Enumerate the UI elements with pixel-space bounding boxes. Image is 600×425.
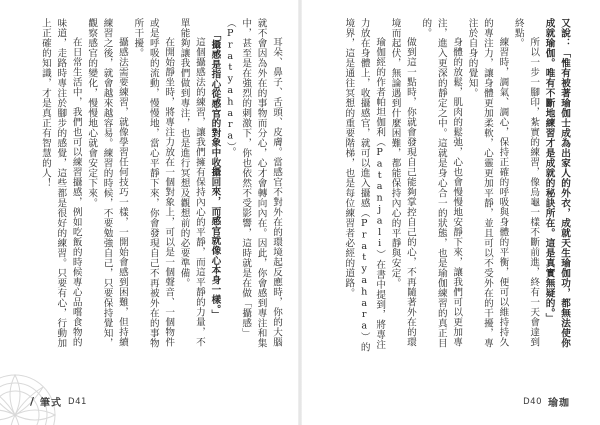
page-number-left: D41 (68, 396, 87, 407)
left-page-text (30, 18, 284, 356)
paragraph: 「攝感是指心從感官的對象中收攝回來，而感官就像心本身一樣。」 (209, 29, 221, 319)
paragraph: 耳朵、鼻子、舌頭、皮膚。當感官不對外在的環境起反應時，你的大腦就不會因為外在的事物而分心，心才會轉向內在。因此，你會感到專注和集中，甚至是在強烈的刺激下，你也依然不受影響，這時就是在做「攝感」（Pratyahara）。 (224, 18, 282, 348)
right-footer (523, 394, 570, 409)
paragraph: 在開始靜坐時，將專注力放在一個對象上，可以是一個聲音、一個物件或是呼吸的流動，慢慢地，當心平靜下來，你會發現自己不再被外在的事物所干擾。 (132, 18, 175, 348)
paragraph: 這個攝感法的練習，讓我們擁有保持內心的平靜，而這平靜的力量，不單能夠讓我們做到專注，也是進行冥想及觀想前的必要準備。 (178, 18, 205, 348)
left-footer (30, 394, 87, 409)
paragraph: 練習時，調氣、調心，保持正確的呼吸與身體的平衡，便可以維持持久的專注力，讓身體更加柔軟，心靈更加平靜，並且可以不受外在的干擾，專注於自身的覺知。 (466, 18, 509, 348)
page-number-right: D40 (523, 396, 542, 407)
paragraph: 又說：「惟有被著瑜伽士成為出家人的外衣，成就天生瑜伽功，都無法使你成就瑜伽。唯有不斷地練習才是成就的秘訣所在。這是真實無疑的。」 (543, 18, 570, 348)
footer-section-title-left: 筆式 (40, 398, 63, 409)
paragraph: 做到這一點時，你就會發現自己能夠掌控自己的心，不再隨著外在的環境而起伏，無論遇到什麼困難，都能保持內心的平靜與安定。 (389, 18, 416, 348)
right-page-text (320, 18, 572, 356)
right-page (300, 0, 600, 425)
paragraph: 所以一步一腳印，紮實的練習，像烏龜一樣不斷前進，終有一天會達到終點。 (512, 18, 540, 348)
paragraph: 身體的放鬆，肌肉的鬆弛，心也會慢慢地安靜下來，讓我們可以更加專注，進入更深的靜定之中。這就是身心合一的狀態，也是瑜伽練習的真正目的。 (420, 18, 463, 348)
footer-slash: / (30, 395, 35, 408)
footer-section-title-right: 瑜珈 (548, 398, 570, 409)
paragraph: 在日常生活中，我們也可以練習攝感，例如吃飯的時候專心品嚐食物的味道，走路時專注於腳步的感覺，這些都是很好的練習。只要有心，行動加上正確的知識，才是真正有智慧的人！ (39, 18, 82, 348)
paragraph: 攝感法需要練習，就像學習任何技巧一樣，一開始會感到困難，但持續練習之後，就會越來越容易。練習的時候，不要勉強自己，只要保持覺知，觀察感官的變化，慢慢地心就會安定下來。 (86, 18, 128, 348)
paragraph: 瑜伽經的作者帕坦伽利（Patanjali）在書中提到，將專注力放在身體上，收攝感官，就可以進入攝感（Pratyahara）的境界，這是通往冥想的重要階梯，也是每位練習者必經的道路。 (343, 18, 386, 352)
